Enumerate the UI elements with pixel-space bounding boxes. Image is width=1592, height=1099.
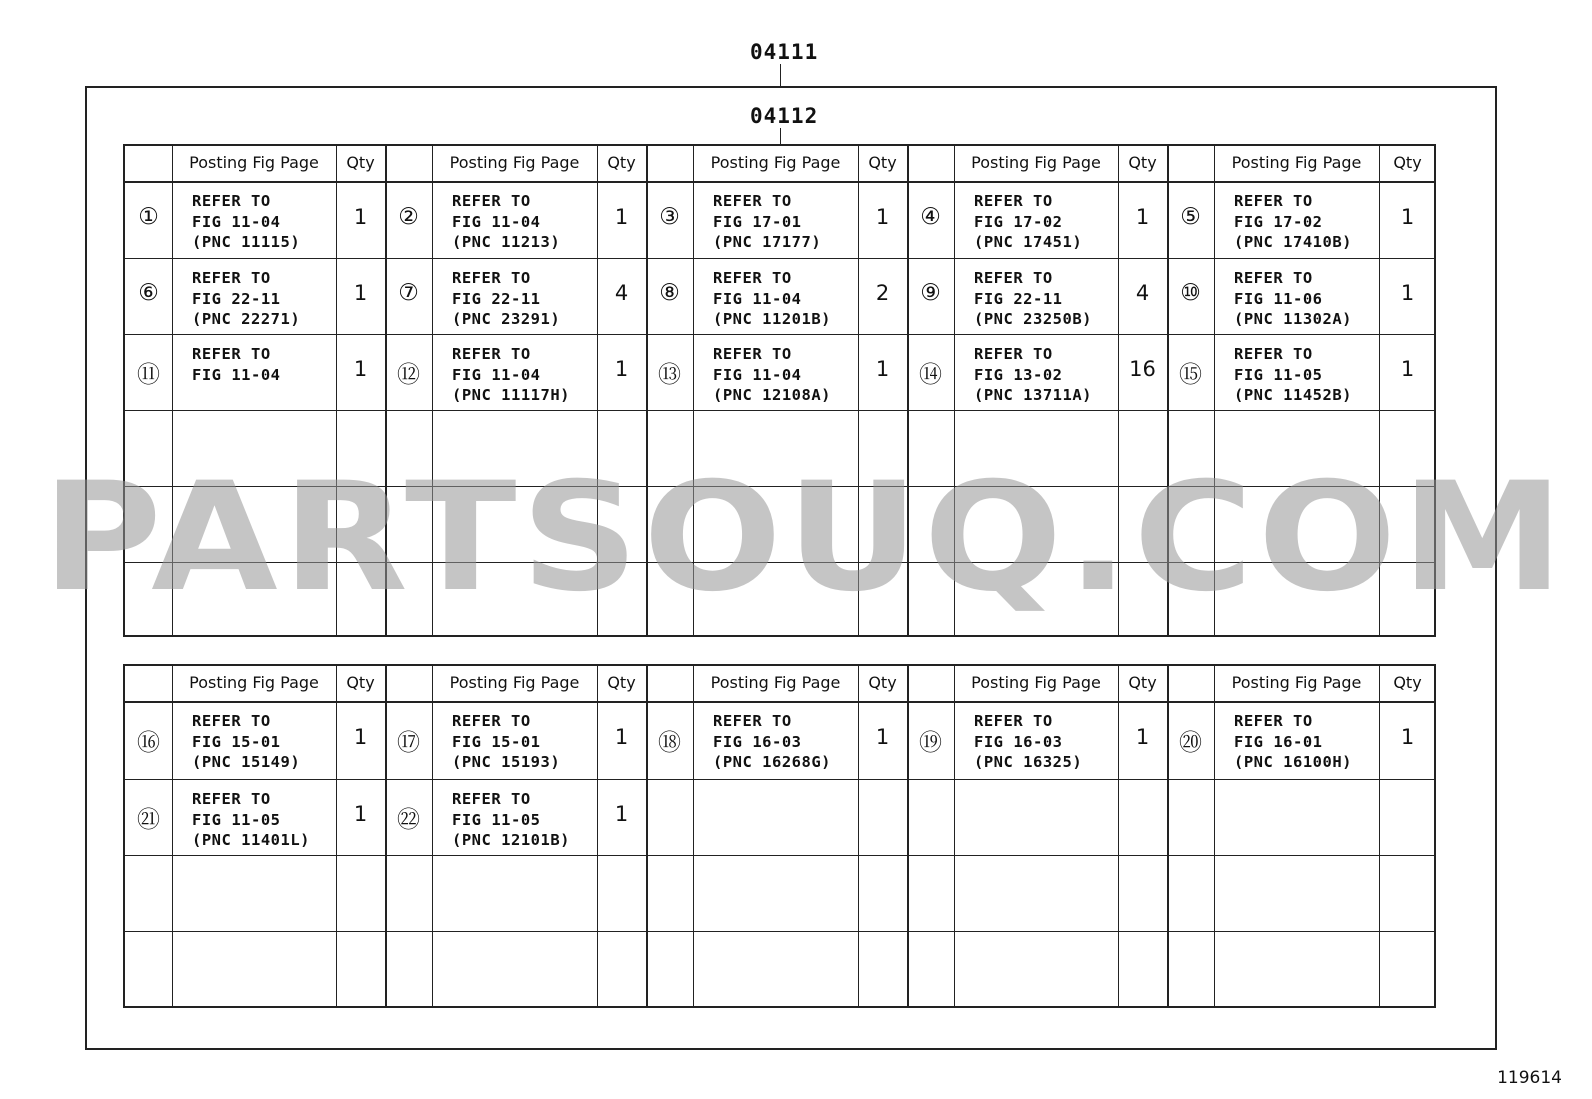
grid-column-line bbox=[1118, 666, 1119, 1006]
quantity-value: 1 bbox=[353, 357, 368, 381]
quantity-value: 1 bbox=[1400, 357, 1415, 381]
quantity-value: 1 bbox=[614, 204, 629, 229]
grid-column-line bbox=[646, 666, 648, 1006]
header-posting-fig-page: Posting Fig Page bbox=[971, 153, 1101, 172]
item-number: ㉒ bbox=[397, 807, 420, 833]
posting-reference: REFER TO FIG 11-04 bbox=[192, 345, 281, 384]
posting-reference: REFER TO FIG 22-11 (PNC 22271) bbox=[192, 269, 301, 328]
quantity-value: 16 bbox=[1129, 357, 1156, 381]
grid-column-line bbox=[385, 666, 387, 1006]
grid-column-line bbox=[1167, 666, 1169, 1006]
inner-leader-line bbox=[780, 128, 781, 144]
quantity-value: 1 bbox=[353, 802, 368, 826]
grid-row-line bbox=[125, 258, 1434, 259]
quantity-value: 1 bbox=[1400, 281, 1415, 305]
grid-row-line bbox=[125, 181, 1434, 183]
posting-reference: REFER TO FIG 13-02 (PNC 13711A) bbox=[974, 345, 1092, 404]
posting-reference: REFER TO FIG 11-05 (PNC 11401L) bbox=[192, 790, 310, 849]
header-posting-fig-page: Posting Fig Page bbox=[1231, 153, 1362, 172]
header-posting-fig-page: Posting Fig Page bbox=[971, 673, 1101, 692]
posting-reference: REFER TO FIG 22-11 (PNC 23250B) bbox=[974, 269, 1092, 328]
watermark: PARTSOUQ.COM bbox=[42, 451, 1569, 625]
item-number: ④ bbox=[920, 203, 941, 230]
outer-leader-line bbox=[780, 64, 781, 86]
header-qty: Qty bbox=[1128, 153, 1157, 172]
header-qty: Qty bbox=[1128, 673, 1157, 692]
quantity-value: 1 bbox=[353, 204, 368, 229]
posting-reference: REFER TO FIG 16-01 (PNC 16100H) bbox=[1234, 712, 1352, 771]
grid-column-line bbox=[954, 666, 955, 1006]
header-posting-fig-page: Posting Fig Page bbox=[1231, 673, 1362, 692]
item-number: ⑫ bbox=[397, 362, 420, 388]
quantity-value: 1 bbox=[875, 204, 890, 229]
header-qty: Qty bbox=[868, 153, 897, 172]
header-posting-fig-page: Posting Fig Page bbox=[710, 673, 841, 692]
quantity-value: 1 bbox=[875, 357, 890, 381]
header-posting-fig-page: Posting Fig Page bbox=[189, 673, 319, 692]
item-number: ⑤ bbox=[1180, 203, 1201, 230]
grid-column-line bbox=[597, 666, 598, 1006]
quantity-value: 1 bbox=[1135, 204, 1150, 229]
grid-row-line bbox=[125, 701, 1434, 703]
item-number: ⑩ bbox=[1180, 280, 1201, 306]
quantity-value: 1 bbox=[1135, 725, 1150, 749]
item-number: ⑬ bbox=[658, 362, 681, 388]
posting-reference: REFER TO FIG 11-06 (PNC 11302A) bbox=[1234, 269, 1352, 328]
grid-column-line bbox=[693, 666, 694, 1006]
header-qty: Qty bbox=[607, 153, 636, 172]
posting-reference: REFER TO FIG 16-03 (PNC 16268G) bbox=[713, 712, 831, 771]
grid-row-line bbox=[125, 931, 1434, 932]
quantity-value: 4 bbox=[1135, 281, 1150, 305]
grid-column-line bbox=[432, 666, 433, 1006]
inner-assembly-code: 04112 bbox=[750, 104, 819, 128]
header-qty: Qty bbox=[346, 673, 375, 692]
grid-column-line bbox=[1214, 666, 1215, 1006]
grid-column-line bbox=[858, 666, 859, 1006]
header-qty: Qty bbox=[1393, 673, 1422, 692]
item-number: ⑰ bbox=[397, 730, 420, 756]
posting-reference: REFER TO FIG 11-05 (PNC 11452B) bbox=[1234, 345, 1352, 404]
posting-reference: REFER TO FIG 11-04 (PNC 11213) bbox=[452, 192, 561, 251]
reference-table-2 bbox=[123, 664, 1436, 1008]
posting-reference: REFER TO FIG 22-11 (PNC 23291) bbox=[452, 269, 561, 328]
item-number: ⑦ bbox=[398, 280, 419, 306]
item-number: ③ bbox=[659, 203, 680, 230]
header-posting-fig-page: Posting Fig Page bbox=[449, 153, 580, 172]
item-number: ⑳ bbox=[1179, 730, 1202, 756]
figure-id: 119614 bbox=[1497, 1068, 1562, 1088]
item-number: ⑯ bbox=[137, 730, 160, 756]
header-qty: Qty bbox=[868, 673, 897, 692]
quantity-value: 1 bbox=[353, 725, 368, 749]
item-number: ⑪ bbox=[137, 362, 160, 388]
grid-column-line bbox=[336, 666, 337, 1006]
header-posting-fig-page: Posting Fig Page bbox=[189, 153, 319, 172]
item-number: ⑨ bbox=[920, 280, 941, 306]
quantity-value: 1 bbox=[614, 725, 629, 749]
posting-reference: REFER TO FIG 11-04 (PNC 11115) bbox=[192, 192, 301, 251]
quantity-value: 1 bbox=[353, 281, 368, 305]
item-number: ⑱ bbox=[658, 730, 681, 756]
item-number: ⑮ bbox=[1179, 362, 1202, 388]
grid-row-line bbox=[125, 855, 1434, 856]
header-qty: Qty bbox=[346, 153, 375, 172]
quantity-value: 1 bbox=[875, 725, 890, 749]
item-number: ⑥ bbox=[138, 280, 159, 306]
posting-reference: REFER TO FIG 17-02 (PNC 17410B) bbox=[1234, 192, 1352, 251]
posting-reference: REFER TO FIG 11-04 (PNC 11117H) bbox=[452, 345, 570, 404]
item-number: ⑲ bbox=[919, 730, 942, 756]
grid-column-line bbox=[172, 666, 173, 1006]
posting-reference: REFER TO FIG 15-01 (PNC 15193) bbox=[452, 712, 561, 771]
grid-column-line bbox=[1379, 666, 1380, 1006]
quantity-value: 1 bbox=[614, 357, 629, 381]
grid-column-line bbox=[907, 666, 909, 1006]
item-number: ② bbox=[398, 203, 419, 230]
posting-reference: REFER TO FIG 17-02 (PNC 17451) bbox=[974, 192, 1083, 251]
posting-reference: REFER TO FIG 15-01 (PNC 15149) bbox=[192, 712, 301, 771]
header-posting-fig-page: Posting Fig Page bbox=[449, 673, 580, 692]
posting-reference: REFER TO FIG 11-05 (PNC 12101B) bbox=[452, 790, 570, 849]
quantity-value: 4 bbox=[614, 281, 629, 305]
outer-assembly-code: 04111 bbox=[750, 40, 819, 64]
item-number: ① bbox=[138, 203, 159, 230]
posting-reference: REFER TO FIG 11-04 (PNC 12108A) bbox=[713, 345, 831, 404]
item-number: ㉑ bbox=[137, 807, 160, 833]
posting-reference: REFER TO FIG 11-04 (PNC 11201B) bbox=[713, 269, 831, 328]
quantity-value: 1 bbox=[1400, 725, 1415, 749]
quantity-value: 2 bbox=[875, 281, 890, 305]
header-qty: Qty bbox=[607, 673, 636, 692]
posting-reference: REFER TO FIG 16-03 (PNC 16325) bbox=[974, 712, 1083, 771]
posting-reference: REFER TO FIG 17-01 (PNC 17177) bbox=[713, 192, 822, 251]
grid-row-line bbox=[125, 410, 1434, 411]
item-number: ⑧ bbox=[659, 280, 680, 306]
grid-row-line bbox=[125, 334, 1434, 335]
item-number: ⑭ bbox=[919, 362, 942, 388]
quantity-value: 1 bbox=[614, 802, 629, 826]
header-qty: Qty bbox=[1393, 153, 1422, 172]
header-posting-fig-page: Posting Fig Page bbox=[710, 153, 841, 172]
quantity-value: 1 bbox=[1400, 204, 1415, 229]
grid-row-line bbox=[125, 779, 1434, 780]
